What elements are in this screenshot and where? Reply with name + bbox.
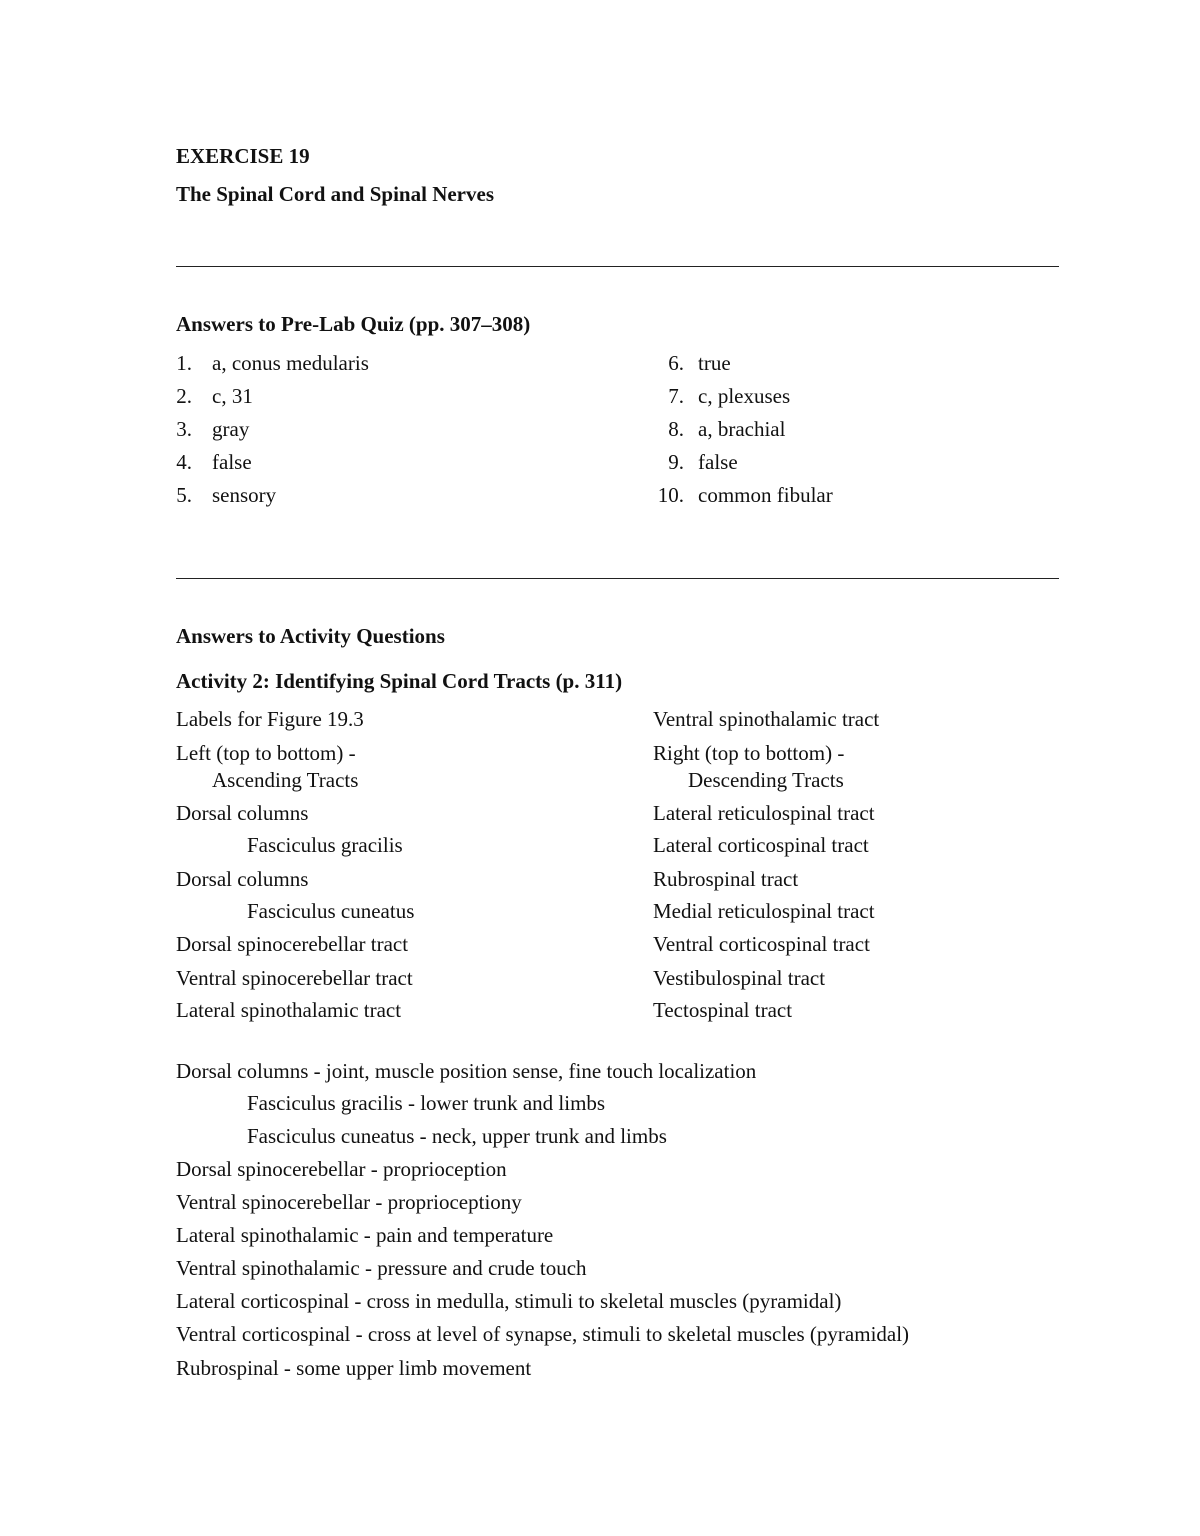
tract-label: Fasciculus gracilis xyxy=(247,833,403,857)
tract-label: Medial reticulospinal tract xyxy=(653,899,875,923)
item-number: 7. xyxy=(668,384,684,408)
function-line: Ventral spinothalamic - pressure and crude touch xyxy=(176,1256,587,1280)
figure-label: Labels for Figure 19.3 xyxy=(176,707,364,731)
item-number: 4. xyxy=(176,450,192,474)
tract-label: Tectospinal tract xyxy=(653,998,793,1022)
function-line: Lateral spinothalamic - pain and temperature xyxy=(176,1223,554,1247)
function-line: Ventral spinocerebellar - proprioceptiony xyxy=(176,1190,522,1214)
answer: a, conus medularis xyxy=(212,351,369,375)
answer: false xyxy=(698,450,738,474)
tract-label: Ventral corticospinal tract xyxy=(653,932,870,956)
tract-label: Lateral corticospinal tract xyxy=(653,833,869,857)
column-label: Descending Tracts xyxy=(688,768,844,792)
activity-subheading: Activity 2: Identifying Spinal Cord Tracts (p. 311) xyxy=(176,669,623,693)
function-line: Rubrospinal - some upper limb movement xyxy=(176,1356,532,1380)
answer: c, plexuses xyxy=(698,384,791,408)
item-number: 8. xyxy=(668,417,684,441)
divider xyxy=(176,266,1059,267)
tract-label: Vestibulospinal tract xyxy=(653,966,826,990)
item-number: 2. xyxy=(176,384,192,408)
answer: true xyxy=(698,351,731,375)
function-line: Fasciculus cuneatus - neck, upper trunk and limbs xyxy=(247,1124,667,1148)
item-number: 9. xyxy=(668,450,684,474)
tract-label: Ventral spinocerebellar tract xyxy=(176,966,413,990)
function-line: Lateral corticospinal - cross in medulla, stimuli to skeletal muscles (pyramidal) xyxy=(176,1289,842,1313)
tract-label: Rubrospinal tract xyxy=(653,867,799,891)
prelab-heading: Answers to Pre-Lab Quiz (pp. 307–308) xyxy=(176,312,531,336)
tract-label: Dorsal columns xyxy=(176,801,309,825)
answer: common fibular xyxy=(698,483,833,507)
item-number: 3. xyxy=(176,417,192,441)
answer: gray xyxy=(212,417,250,441)
exercise-number: EXERCISE 19 xyxy=(176,144,310,168)
item-number: 10. xyxy=(657,483,684,507)
page-title: The Spinal Cord and Spinal Nerves xyxy=(176,182,494,206)
tract-label: Ventral spinothalamic tract xyxy=(653,707,880,731)
function-line: Dorsal spinocerebellar - proprioception xyxy=(176,1157,507,1181)
function-line: Dorsal columns - joint, muscle position sense, fine touch localization xyxy=(176,1059,757,1083)
column-label: Left (top to bottom) - xyxy=(176,741,356,765)
item-number: 6. xyxy=(668,351,684,375)
answer: c, 31 xyxy=(212,384,253,408)
tract-label: Dorsal columns xyxy=(176,867,309,891)
column-label: Right (top to bottom) - xyxy=(653,741,845,765)
answer: false xyxy=(212,450,252,474)
item-number: 1. xyxy=(176,351,192,375)
tract-label: Lateral reticulospinal tract xyxy=(653,801,875,825)
column-label: Ascending Tracts xyxy=(212,768,359,792)
function-line: Ventral corticospinal - cross at level of synapse, stimuli to skeletal muscles (pyramidal) xyxy=(176,1322,910,1346)
function-line: Fasciculus gracilis - lower trunk and limbs xyxy=(247,1091,606,1115)
activity-heading: Answers to Activity Questions xyxy=(176,624,445,648)
item-number: 5. xyxy=(176,483,192,507)
tract-label: Fasciculus cuneatus xyxy=(247,899,415,923)
tract-label: Lateral spinothalamic tract xyxy=(176,998,402,1022)
divider xyxy=(176,578,1059,579)
tract-label: Dorsal spinocerebellar tract xyxy=(176,932,409,956)
answer: sensory xyxy=(212,483,277,507)
answer: a, brachial xyxy=(698,417,786,441)
